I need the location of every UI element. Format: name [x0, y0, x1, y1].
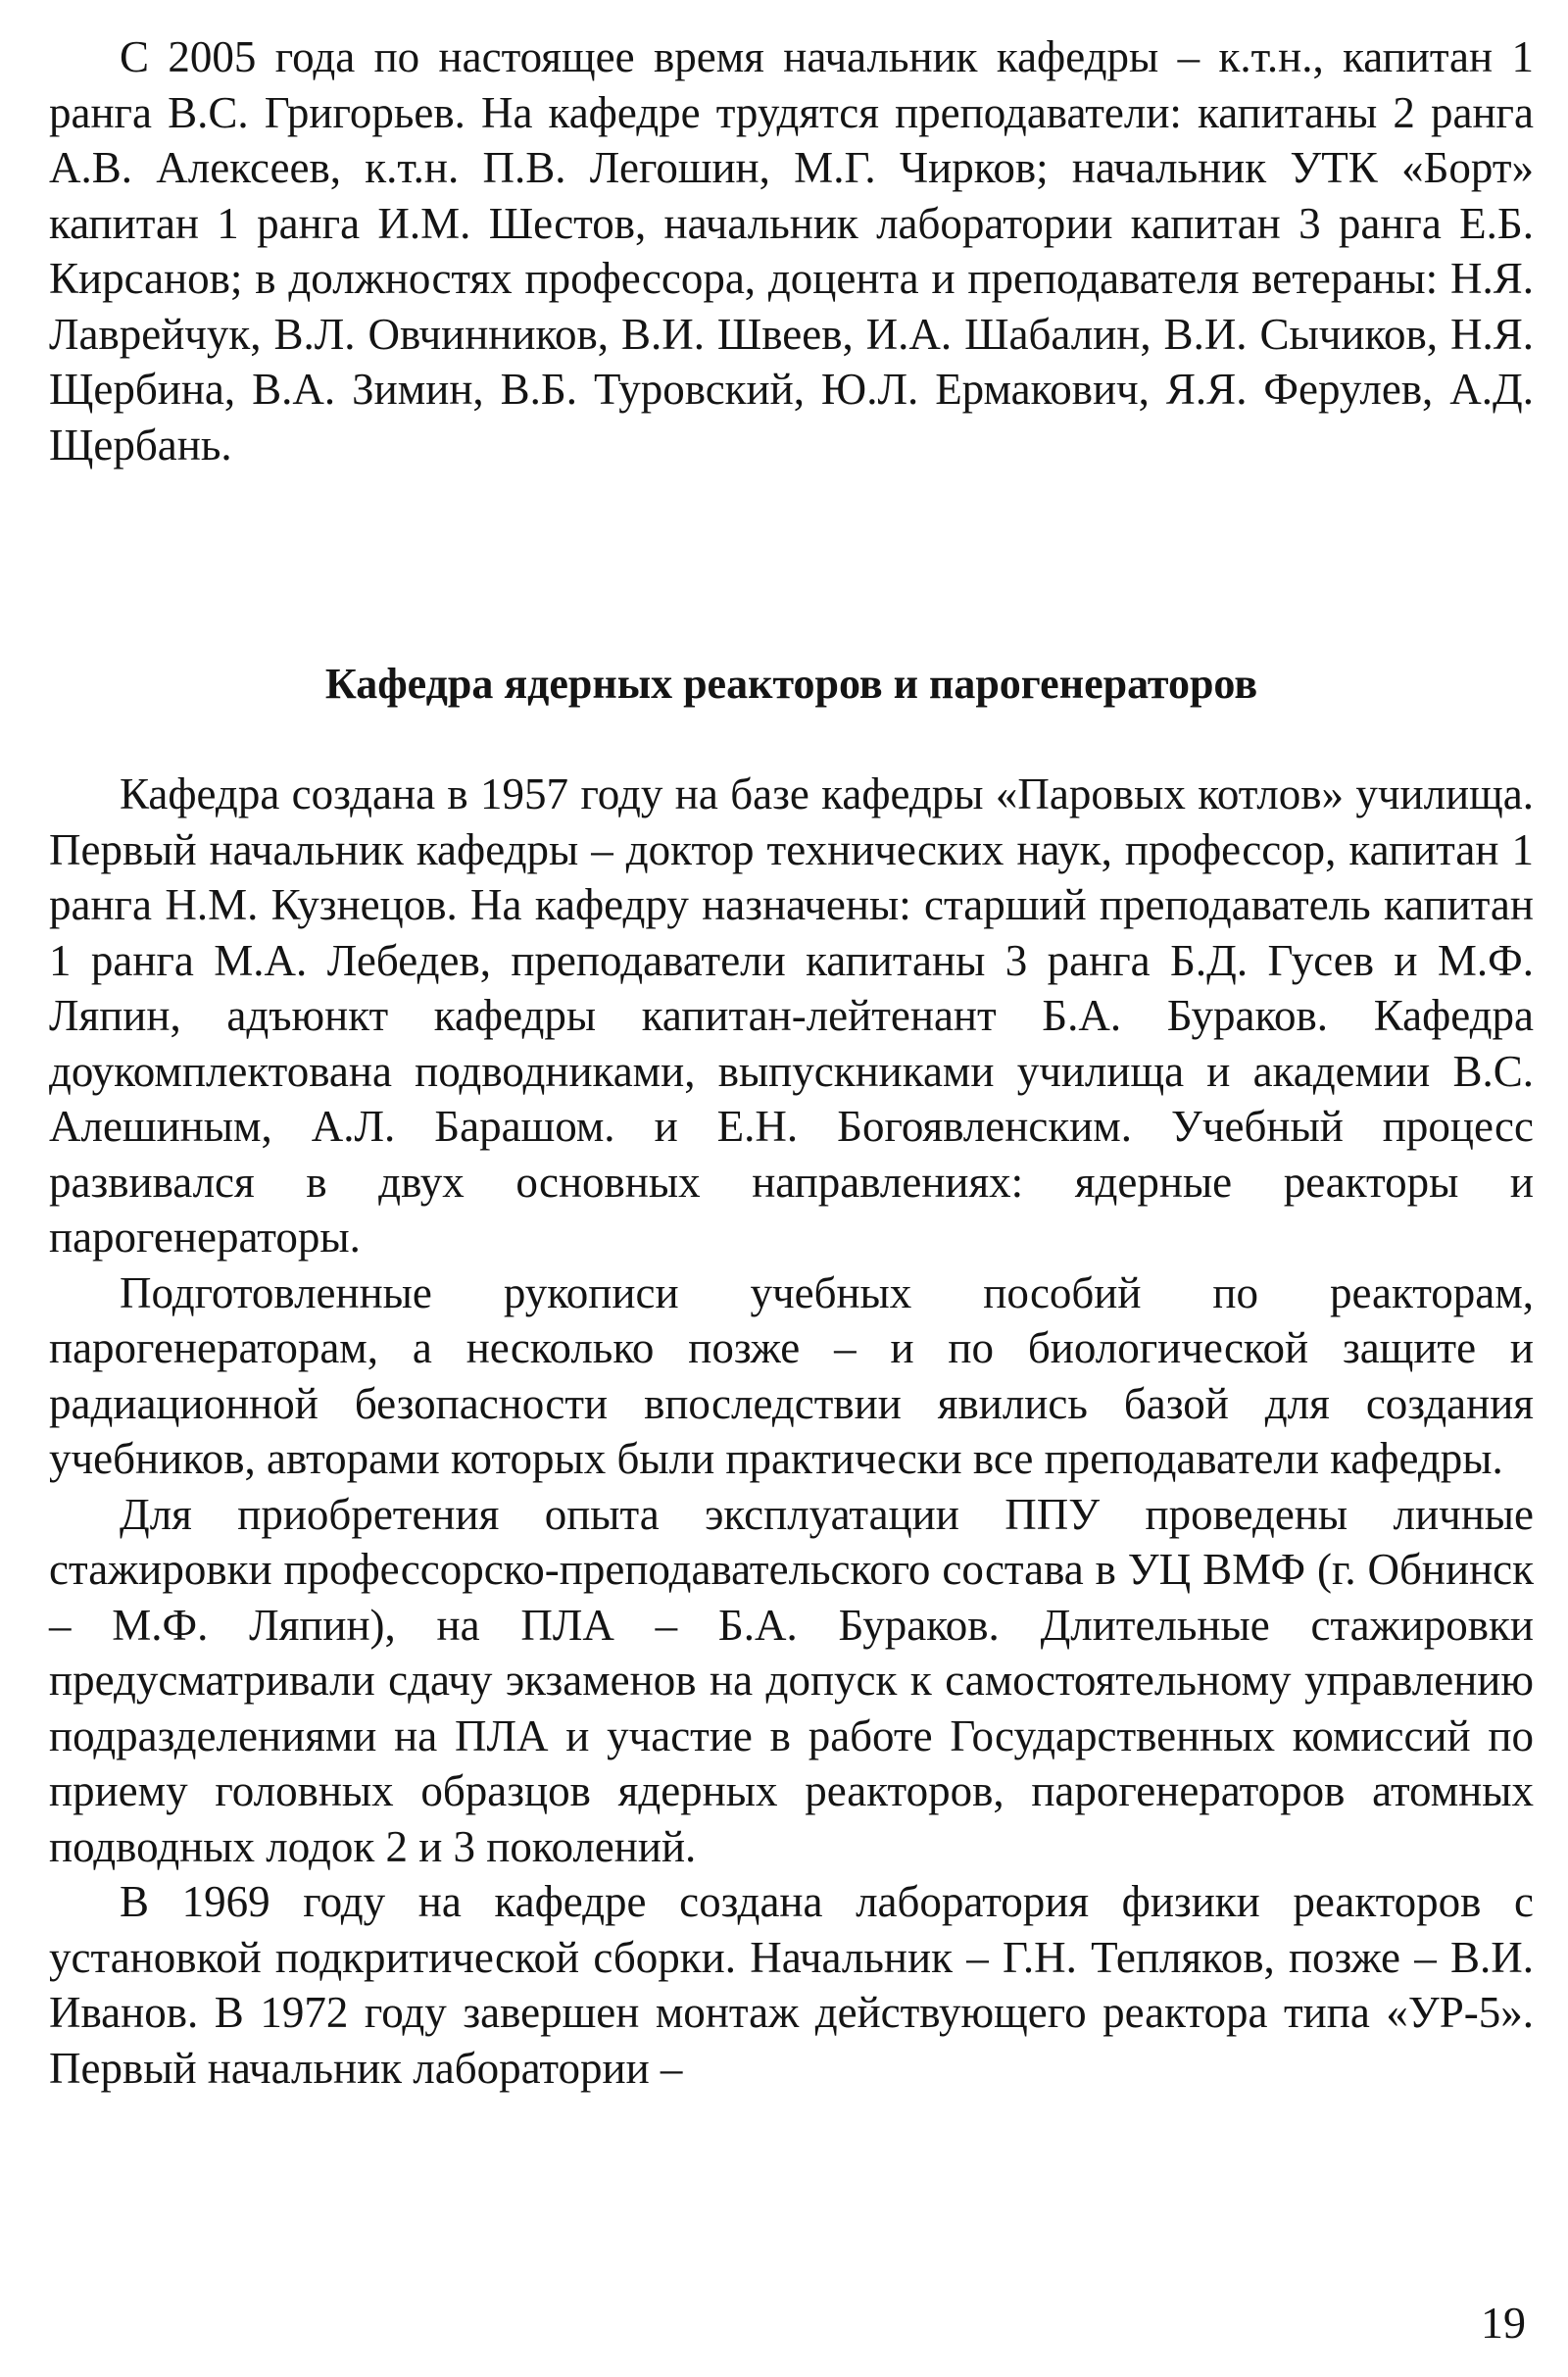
section-heading: Кафедра ядерных реакторов и парогенераторов	[324, 660, 1258, 708]
body-paragraph-2: Подготовленные рукописи учебных пособий по реакторам, парогенераторам, а несколько позже – и по биологической защите и радиационной безопасности впоследствии явились базой для создания учебников, авторами которых были практически все преподаватели кафедры.	[49, 1267, 1534, 1483]
section-body	[49, 767, 1534, 2096]
intro-paragraph: С 2005 года по настоящее время начальник кафедры – к.т.н., капитан 1 ранга В.С. Григорьев. На кафедре трудятся преподаватели: капитаны 2 ранга А.В. Алексеев, к.т.н. П.В. Легошин, М.Г. Чирков; начальник УТК «Борт» капитан 1 ранга И.М. Шестов, начальник лаборатории капитан 3 ранга Е.Б. Кирсанов; в должностях профессора, доцента и преподавателя ветераны: Н.Я. Лаврейчук, В.Л. Овчинников, В.И. Швеев, И.А. Шабалин, В.И. Сычиков, Н.Я. Щербина, В.А. Зимин, В.Б. Туровский, Ю.Л. Ермакович, Я.Я. Ферулев, А.Д. Щербань.	[49, 32, 1534, 470]
document-page	[49, 29, 1534, 2352]
body-paragraph-3: Для приобретения опыта эксплуатации ППУ проведены личные стажировки профессорско-преподавательского состава в УЦ ВМФ (г. Обнинск – М.Ф. Ляпин), на ПЛА – Б.А. Бураков. Длительные стажировки предусматривали сдачу экзаменов на допуск к самостоятельному управлению подразделениями на ПЛА и участие в работе Государственных комиссий по приему головных образцов ядерных реакторов, парогенераторов атомных подводных лодок 2 и 3 поколений.	[49, 1489, 1534, 1871]
body-paragraph-4: В 1969 году на кафедре создана лаборатория физики реакторов с установкой подкритической сборки. Начальник – Г.Н. Тепляков, позже – В.И. Иванов. В 1972 году завершен монтаж действующего реактора типа «УР-5». Первый начальник лаборатории –	[49, 1877, 1534, 2093]
page-number: 19	[1481, 2298, 1526, 2348]
body-paragraph-1: Кафедра создана в 1957 году на базе кафедры «Паровых котлов» училища. Первый начальник кафедры – доктор технических наук, профессор, капитан 1 ранга Н.М. Кузнецов. На кафедру назначены: старший преподаватель капитан 1 ранга М.А. Лебедев, преподаватели капитаны 3 ранга Б.Д. Гусев и М.Ф. Ляпин, адъюнкт кафедры капитан-лейтенант Б.А. Бураков. Кафедра доукомплектована подводниками, выпускниками училища и академии В.С. Алешиным, А.Л. Барашом. и Е.Н. Богоявленским. Учебный процесс развивался в двух основных направлениях: ядерные реакторы и парогенераторы.	[49, 769, 1534, 1262]
